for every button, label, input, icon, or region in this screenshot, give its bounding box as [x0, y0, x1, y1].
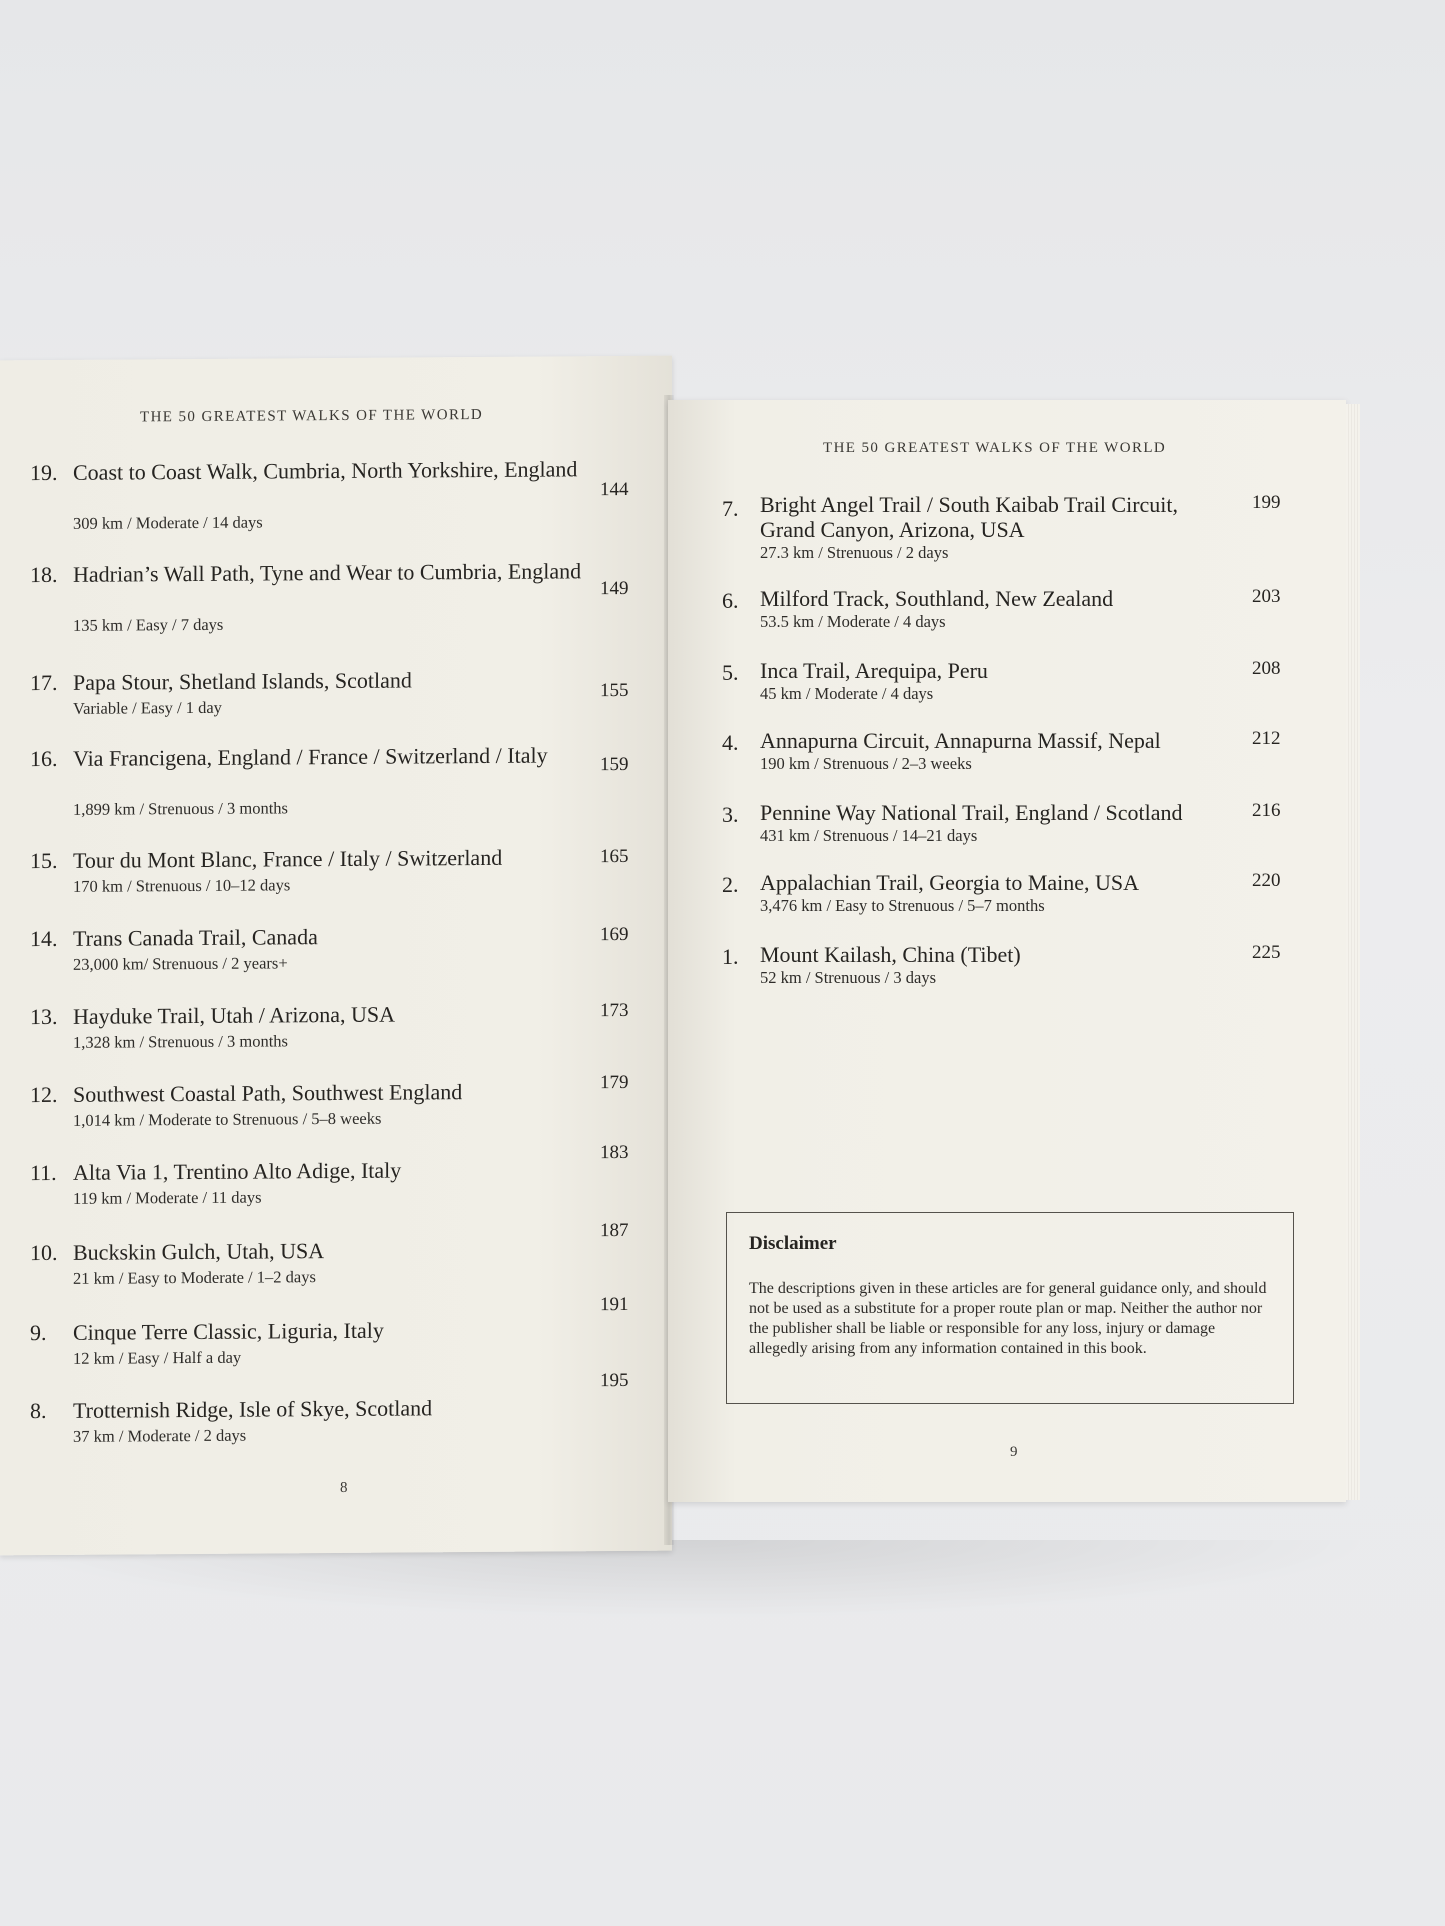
- entry-title: Southwest Coastal Path, Southwest England: [73, 1079, 463, 1107]
- running-head-left: THE 50 GREATEST WALKS OF THE WORLD: [140, 406, 484, 426]
- entry-title: Appalachian Trail, Georgia to Maine, USA: [760, 870, 1140, 895]
- entry-page-number: 225: [1252, 942, 1281, 963]
- entry-title: Buckskin Gulch, Utah, USA: [73, 1238, 325, 1265]
- entry-title: Mount Kailash, China (Tibet): [760, 942, 1021, 967]
- entry-title: Bright Angel Trail / South Kaibab Trail Circuit, Grand Canyon, Arizona, USA: [760, 492, 1179, 542]
- entry-number: 6.: [722, 588, 739, 613]
- contents-entry: [0, 1141, 672, 1208]
- entry-detail: 119 km / Moderate / 11 days: [73, 1187, 262, 1208]
- entry-detail: 135 km / Easy / 7 days: [73, 614, 224, 635]
- entry-page-number: 179: [600, 1071, 629, 1094]
- entry-detail: Variable / Easy / 1 day: [73, 697, 222, 718]
- disclaimer-text: The descriptions given in these articles are for general guidance only, and should not be used as a substitute for a proper route plan or map. Neither the author nor the publisher shall be liable or responsible for any loss, injury or damage allegedly arising from any information contained in this book.: [749, 1280, 1267, 1357]
- entry-number: 8.: [30, 1398, 47, 1424]
- contents-entry: [0, 456, 672, 533]
- entry-title: Alta Via 1, Trentino Alto Adige, Italy: [73, 1157, 402, 1185]
- entry-number: 3.: [722, 802, 739, 827]
- entry-detail: 3,476 km / Easy to Strenuous / 5–7 months: [760, 896, 1045, 915]
- entry-detail: 27.3 km / Strenuous / 2 days: [760, 543, 949, 562]
- disclaimer-box: [726, 1212, 1294, 1404]
- entry-page-number: 187: [600, 1219, 629, 1242]
- entry-title: Via Francigena, England / France / Switzerland / Italy: [73, 742, 548, 771]
- entry-number: 12.: [30, 1081, 58, 1108]
- contents-entry: [0, 1071, 672, 1130]
- entry-detail: 45 km / Moderate / 4 days: [760, 684, 934, 703]
- entry-page-number: 195: [600, 1369, 629, 1392]
- entry-page-number: 173: [600, 999, 629, 1022]
- entry-title: Cinque Terre Classic, Liguria, Italy: [73, 1317, 384, 1345]
- page-number-footer: 8: [340, 1479, 348, 1496]
- contents-entry: [0, 844, 672, 896]
- entry-title: Tour du Mont Blanc, France / Italy / Switzerland: [73, 844, 503, 873]
- entry-title: Hayduke Trail, Utah / Arizona, USA: [73, 1001, 396, 1029]
- entry-page-number: 169: [600, 923, 629, 946]
- entry-number: 2.: [722, 872, 739, 897]
- entry-detail: 53.5 km / Moderate / 4 days: [760, 612, 946, 631]
- entry-number: 1.: [722, 944, 739, 969]
- entry-detail: 52 km / Strenuous / 3 days: [760, 968, 936, 987]
- entry-number: 13.: [30, 1003, 58, 1030]
- entry-detail: 12 km / Easy / Half a day: [73, 1347, 242, 1368]
- entry-number: 4.: [722, 730, 739, 755]
- entry-page-number: 212: [1252, 728, 1281, 749]
- entry-number: 16.: [30, 745, 58, 772]
- entry-detail: 170 km / Strenuous / 10–12 days: [73, 875, 291, 896]
- contents-entry: [0, 999, 672, 1052]
- entry-number: 14.: [30, 925, 58, 952]
- entry-detail: 37 km / Moderate / 2 days: [73, 1425, 247, 1446]
- entry-number: 10.: [30, 1239, 58, 1266]
- entry-number: 11.: [30, 1159, 57, 1186]
- left-page: [0, 356, 672, 1556]
- entry-page-number: 216: [1252, 800, 1281, 821]
- entry-detail: 1,328 km / Strenuous / 3 months: [73, 1031, 288, 1052]
- disclaimer-title: Disclaimer: [749, 1233, 837, 1254]
- running-head-right: THE 50 GREATEST WALKS OF THE WORLD: [823, 440, 1167, 456]
- entry-page-number: 155: [600, 679, 629, 702]
- entry-page-number: 203: [1252, 586, 1281, 607]
- entry-title: Trans Canada Trail, Canada: [73, 924, 318, 951]
- contents-entry: [0, 1369, 672, 1446]
- contents-entry: [0, 1293, 672, 1368]
- entry-page-number: 149: [600, 577, 629, 600]
- entry-detail: 1,014 km / Moderate to Strenuous / 5–8 weeks: [73, 1108, 382, 1130]
- entry-title: Inca Trail, Arequipa, Peru: [760, 658, 988, 683]
- entry-detail: 190 km / Strenuous / 2–3 weeks: [760, 754, 972, 773]
- entry-title: Papa Stour, Shetland Islands, Scotland: [73, 667, 412, 695]
- entry-page-number: 165: [600, 845, 629, 868]
- entry-page-number: 144: [600, 478, 629, 501]
- entry-page-number: 159: [600, 753, 629, 776]
- entry-title: Trotternish Ridge, Isle of Skye, Scotland: [73, 1395, 433, 1423]
- page-number-footer: 9: [1010, 1444, 1018, 1460]
- entry-title: Pennine Way National Trail, England / Scotland: [760, 800, 1183, 825]
- entry-title: Hadrian’s Wall Path, Tyne and Wear to Cumbria, England: [73, 558, 582, 587]
- entry-title: Milford Track, Southland, New Zealand: [760, 586, 1114, 611]
- contents-entry: [0, 1219, 672, 1288]
- entry-number: 7.: [722, 496, 739, 521]
- entry-number: 5.: [722, 660, 739, 685]
- page-edges: [1346, 404, 1360, 1500]
- right-page: [668, 400, 1346, 1502]
- entry-page-number: 220: [1252, 870, 1281, 891]
- contents-entry: [0, 666, 672, 718]
- contents-entry: [0, 742, 672, 819]
- entry-page-number: 191: [600, 1293, 629, 1316]
- entry-detail: 23,000 km/ Strenuous / 2 years+: [73, 953, 288, 974]
- entry-detail: 309 km / Moderate / 14 days: [73, 512, 263, 533]
- entry-page-number: 199: [1252, 492, 1281, 513]
- entry-page-number: 208: [1252, 658, 1281, 679]
- contents-entry: [0, 558, 672, 635]
- entry-title: Annapurna Circuit, Annapurna Massif, Nepal: [760, 728, 1161, 753]
- entry-number: 18.: [30, 561, 58, 588]
- entry-detail: 21 km / Easy to Moderate / 1–2 days: [73, 1267, 316, 1288]
- entry-page-number: 183: [600, 1141, 629, 1164]
- entry-number: 15.: [30, 847, 58, 874]
- entry-detail: 1,899 km / Strenuous / 3 months: [73, 798, 288, 819]
- contents-entry: [0, 922, 672, 974]
- entry-title: Coast to Coast Walk, Cumbria, North Yorkshire, England: [73, 456, 578, 485]
- entry-detail: 431 km / Strenuous / 14–21 days: [760, 826, 978, 845]
- entry-number: 19.: [30, 459, 58, 486]
- entry-number: 17.: [30, 669, 58, 696]
- entry-number: 9.: [30, 1320, 47, 1346]
